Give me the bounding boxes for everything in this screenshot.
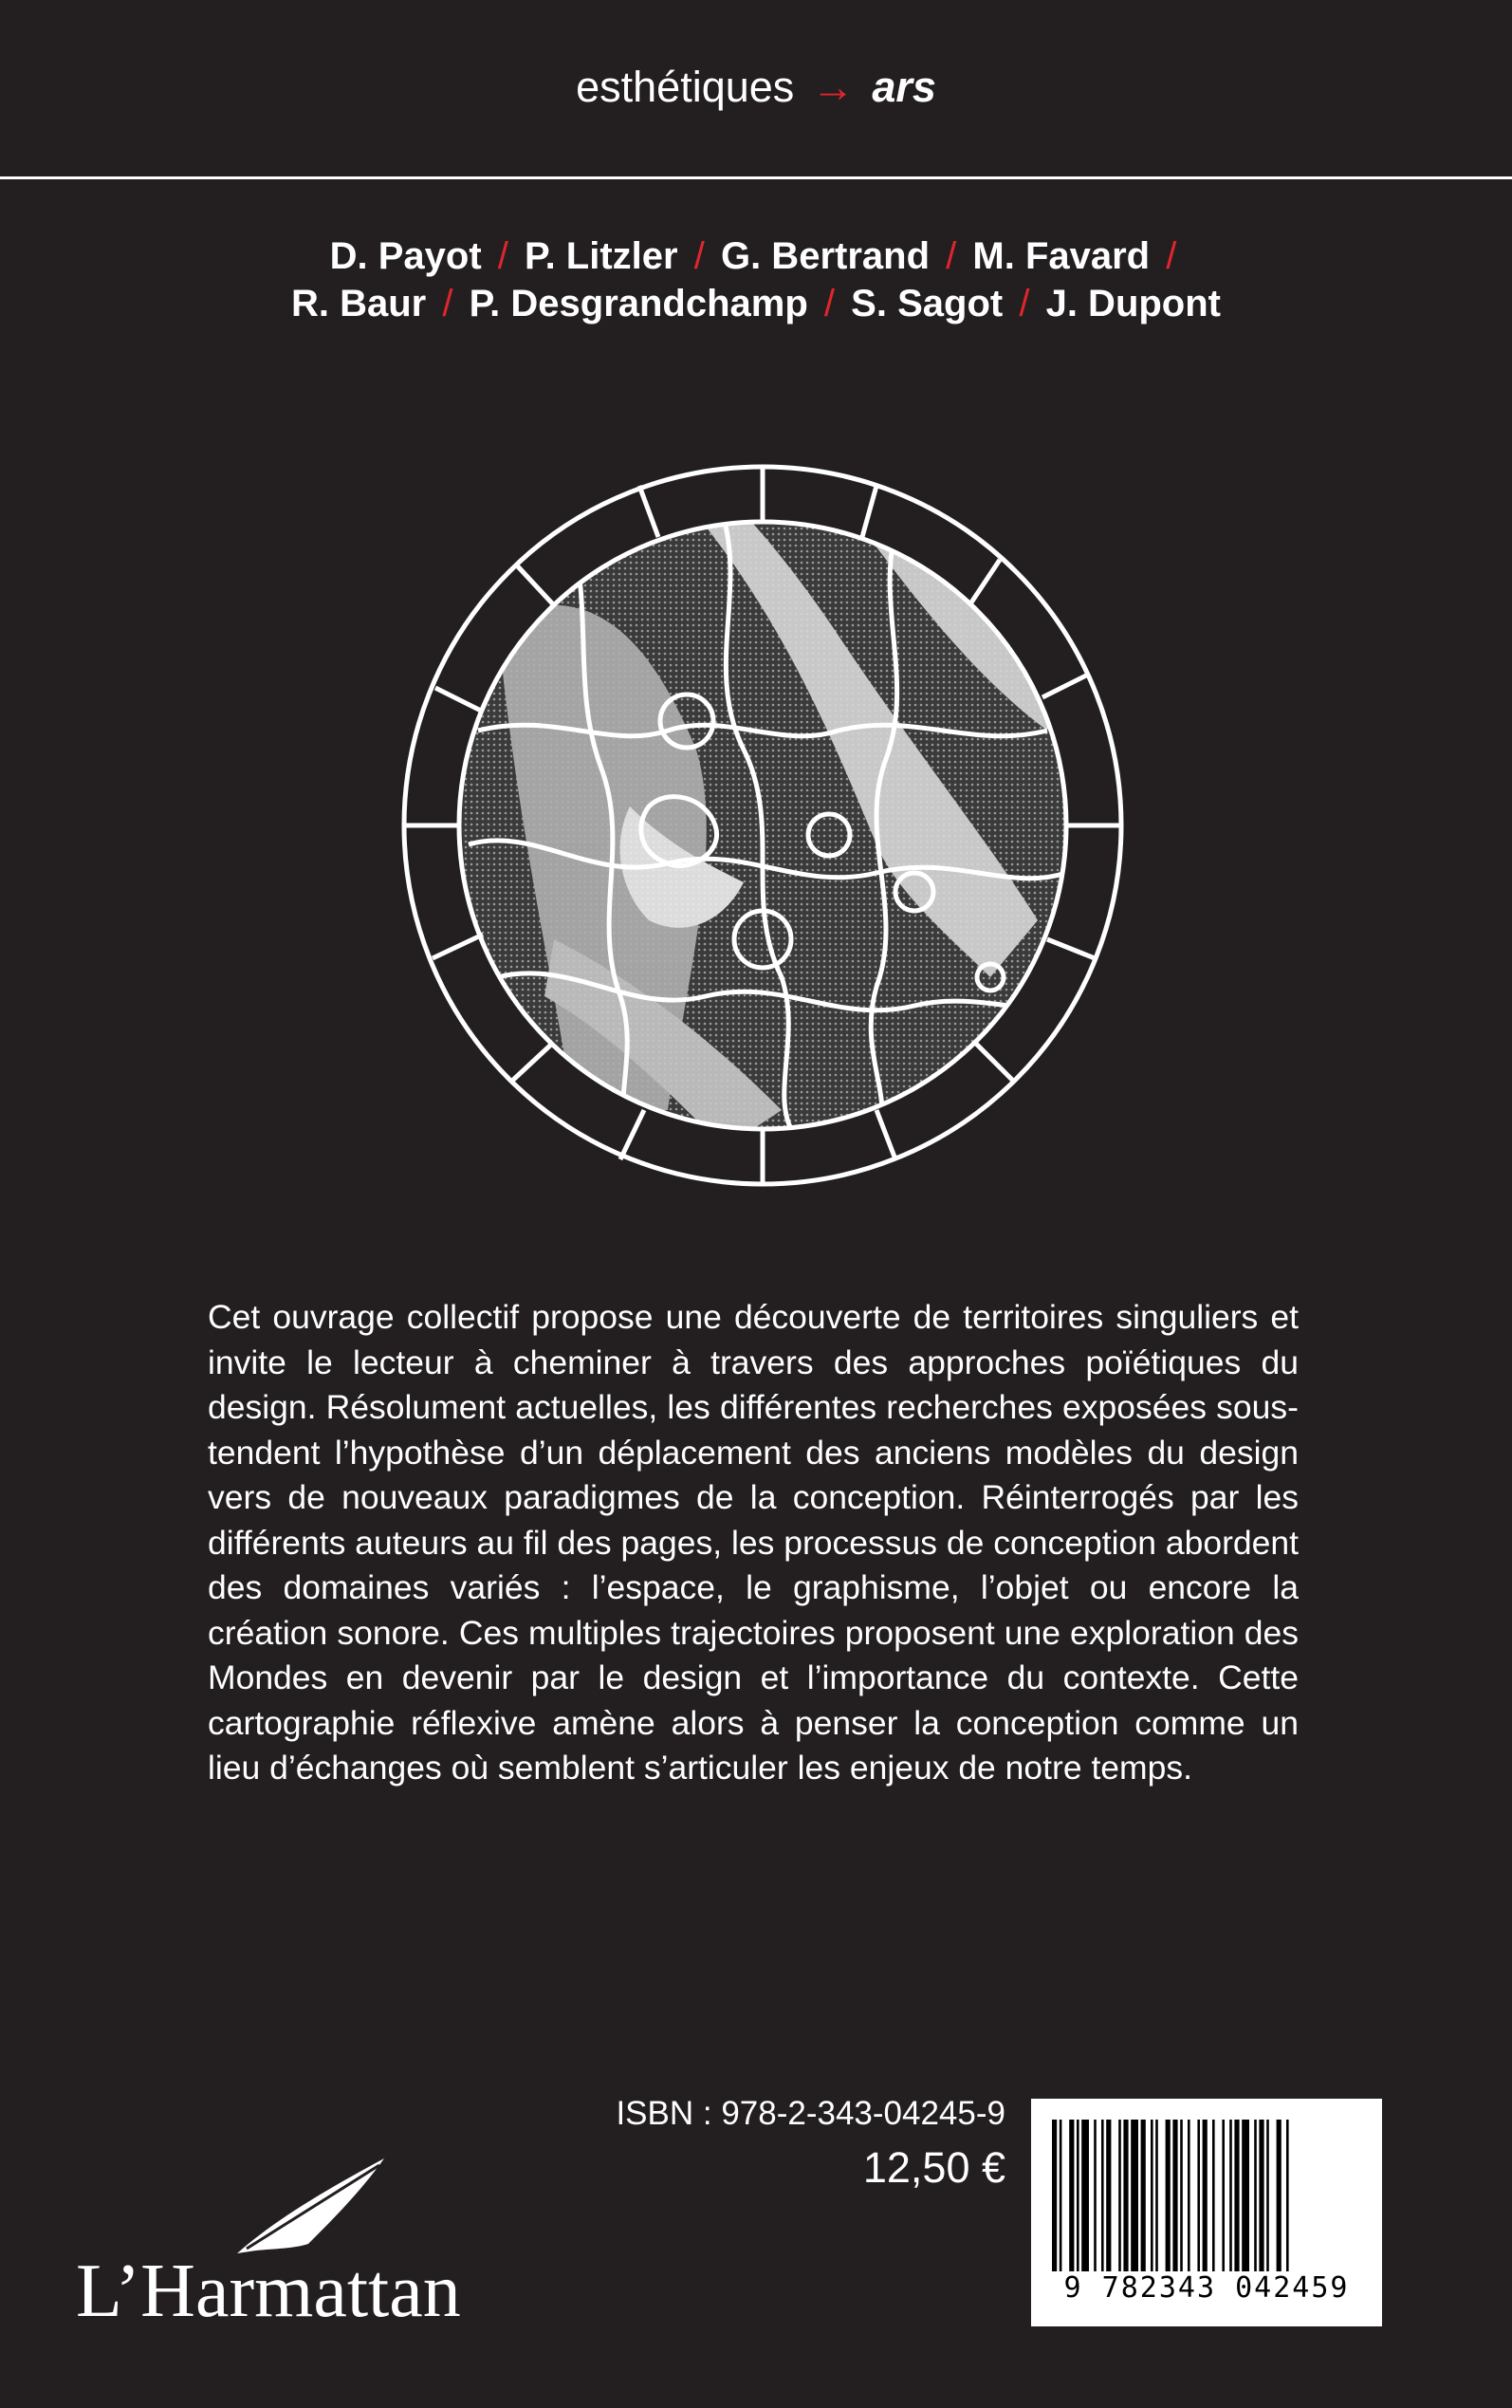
- cartography-circle-image: [383, 446, 1142, 1205]
- author-name: P. Litzler: [525, 235, 678, 277]
- barcode-bar: [1151, 2120, 1153, 2271]
- author-separator: /: [497, 235, 508, 277]
- barcode-bar: [1222, 2120, 1225, 2271]
- barcode-bar: [1141, 2120, 1146, 2271]
- author-name: D. Payot: [329, 235, 482, 277]
- authors-line-2: [0, 280, 1512, 327]
- author-name: R. Baur: [291, 283, 427, 324]
- author-separator: /: [1166, 235, 1177, 277]
- barcode-bar: [1118, 2120, 1121, 2271]
- barcode-bar: [1212, 2120, 1215, 2271]
- barcode-bar: [1069, 2120, 1074, 2271]
- header-divider: [0, 176, 1512, 179]
- author-separator: /: [946, 235, 957, 277]
- arrow-icon: →: [811, 63, 855, 111]
- quill-icon: [218, 2154, 408, 2258]
- barcode-bar: [1081, 2120, 1089, 2271]
- collection-name: ars: [872, 63, 936, 111]
- author-name: P. Desgrandchamp: [469, 283, 808, 324]
- price-label: 12,50 €: [862, 2143, 1005, 2192]
- barcode-bar: [1123, 2120, 1128, 2271]
- author-name: M. Favard: [972, 235, 1151, 277]
- barcode-bars: [1048, 2120, 1365, 2271]
- barcode-bar: [1180, 2120, 1183, 2271]
- barcode-bar: [1266, 2120, 1269, 2271]
- authors-list: [0, 232, 1512, 327]
- barcode-bar: [1254, 2120, 1257, 2271]
- author-separator: /: [823, 283, 836, 324]
- authors-line-1: [0, 232, 1512, 280]
- barcode-bar: [1131, 2120, 1138, 2271]
- barcode-bar: [1234, 2120, 1239, 2271]
- series-name: esthétiques: [576, 63, 795, 111]
- barcode-bar: [1052, 2120, 1057, 2271]
- barcode-digits: 9 782343 042459: [1063, 2271, 1350, 2305]
- barcode-bar: [1259, 2120, 1263, 2271]
- publisher-logo: [76, 2154, 569, 2343]
- barcode: [1031, 2099, 1382, 2326]
- author-separator: /: [693, 235, 705, 277]
- barcode-bar: [1166, 2120, 1171, 2271]
- author-separator: /: [442, 283, 453, 324]
- barcode-bar: [1101, 2120, 1104, 2271]
- barcode-bar: [1242, 2120, 1249, 2271]
- barcode-bar: [1188, 2120, 1190, 2271]
- barcode-bar: [1060, 2120, 1062, 2271]
- publisher-name: L’Harmattan: [76, 2250, 461, 2333]
- barcode-bar: [1277, 2120, 1282, 2271]
- back-cover-summary: Cet ouvrage collectif propose une découverte de territoires singuliers et invite le lecteur à cheminer à travers des approches poïétiques du design. Résolument actuelles, les différentes recherches exposées sous-tendent l’hypothèse d’un déplacement des anciens modèles du design vers de nouveaux paradigmes de la conception. Réinterrogés par les différents auteurs au fil des pages, les processus de conception abordent des domaines variés : l’espace, le graphisme, l’objet ou encore la création sonore. Ces multiples trajectoires proposent une exploration des Mondes en devenir par le design et l’importance du contexte. Cette cartographie réflexive amène alors à penser la conception comme un lieu d’échanges où semblent s’articuler les enjeux de notre temps.: [208, 1298, 1299, 1787]
- author-name: J. Dupont: [1045, 283, 1221, 324]
- isbn-label: ISBN : 978-2-343-04245-9: [616, 2095, 1005, 2132]
- author-name: G. Bertrand: [720, 235, 931, 277]
- barcode-bar: [1197, 2120, 1200, 2271]
- barcode-bar: [1155, 2120, 1158, 2271]
- barcode-bar: [1286, 2120, 1289, 2271]
- author-separator: /: [1019, 283, 1030, 324]
- cover-illustration: [383, 446, 1142, 1205]
- barcode-bar: [1094, 2120, 1097, 2271]
- barcode-bar: [1106, 2120, 1111, 2271]
- author-name: S. Sagot: [851, 283, 1004, 324]
- barcode-bar: [1172, 2120, 1177, 2271]
- series-title: [0, 59, 1512, 116]
- barcode-bar: [1229, 2120, 1232, 2271]
- barcode-bar: [1203, 2120, 1208, 2271]
- barcode-bar: [1077, 2120, 1079, 2271]
